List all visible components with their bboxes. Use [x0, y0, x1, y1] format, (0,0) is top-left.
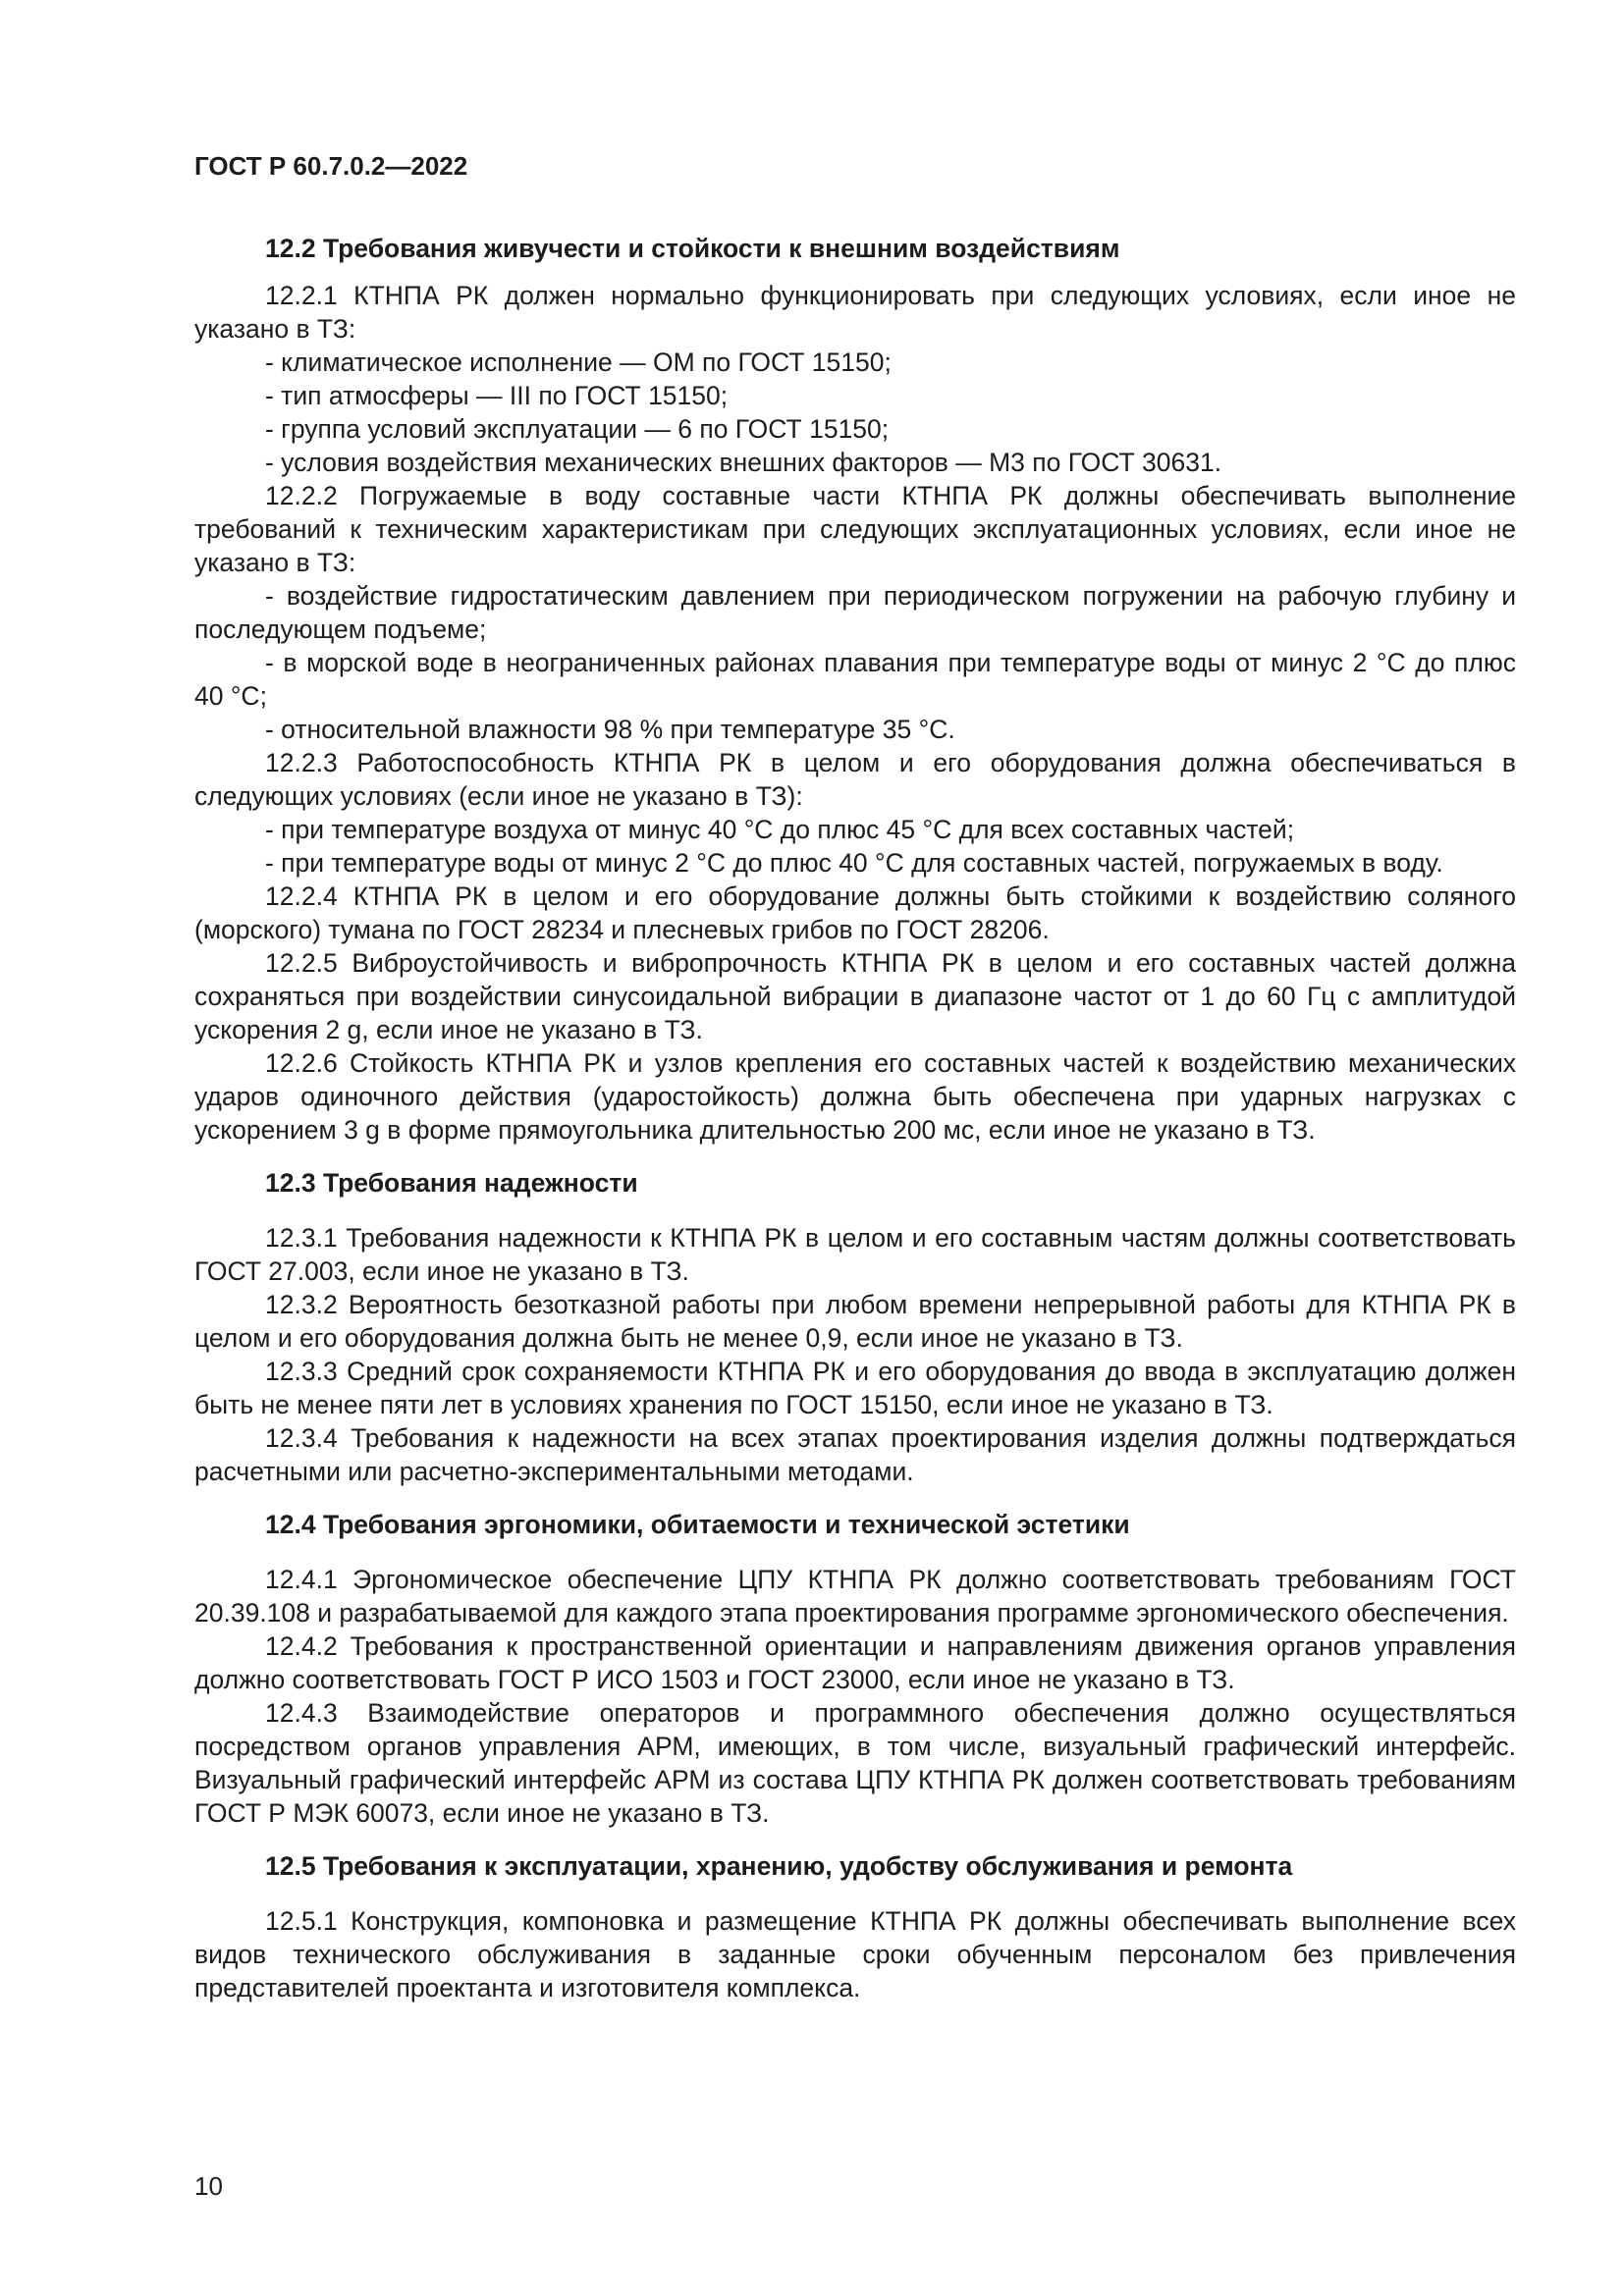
- paragraph: 12.2.4 КТНПА РК в целом и его оборудование должны быть стойкими к воздействию соляного (морского) тумана по ГОСТ 28234 и плесневых грибов по ГОСТ 28206.: [194, 881, 1516, 944]
- paragraph: 12.2.2 Погружаемые в воду составные части КТНПА РК должны обеспечивать выполнение требований к техническим характеристикам при следующих эксплуатационных условиях, если иное не указано в ТЗ:: [194, 481, 1516, 577]
- paragraph: 12.4.2 Требования к пространственной ориентации и направлениям движения органов управления должно соответствовать ГОСТ Р ИСО 1503 и ГОСТ 23000, если иное не указано в ТЗ.: [194, 1631, 1516, 1694]
- paragraph: 12.3.4 Требования к надежности на всех этапах проектирования изделия должны подтверждаться расчетными или расчетно-экспериментальными методами.: [194, 1423, 1516, 1486]
- document-header: ГОСТ Р 60.7.0.2—2022: [194, 151, 468, 181]
- list-item: - при температуре воды от минус 2 °С до плюс 40 °С для составных частей, погружаемых в воду.: [265, 848, 1443, 878]
- document-body: [194, 232, 1516, 2004]
- list-item: - при температуре воздуха от минус 40 °С до плюс 45 °С для всех составных частей;: [265, 815, 1295, 844]
- paragraph: 12.5.1 Конструкция, компоновка и размещение КТНПА РК должны обеспечивать выполнение всех видов технического обслуживания в заданные сроки обученным персоналом без привлечения представителей проектанта и изготовителя комплекса.: [194, 1906, 1516, 2002]
- section-heading: 12.5 Требования к эксплуатации, хранению, удобству обслуживания и ремонта: [265, 1851, 1293, 1881]
- list-item: - группа условий эксплуатации — 6 по ГОСТ 15150;: [265, 414, 890, 444]
- paragraph: 12.2.6 Стойкость КТНПА РК и узлов крепления его составных частей к воздействию механических ударов одиночного действия (ударостойкость) должна быть обеспечена при ударных нагрузках с ускорением 3 g в форме прямоугольника длительностью 200 мс, если иное не указано в ТЗ.: [194, 1048, 1516, 1145]
- page-number: 10: [194, 2171, 223, 2201]
- list-item: - относительной влажности 98 % при температуре 35 °С.: [265, 715, 955, 744]
- paragraph: 12.4.3 Взаимодействие операторов и программного обеспечения должно осуществляться посредством органов управления АРМ, имеющих, в том числе, визуальный графический интерфейс. Визуальный графический интерфейс АРМ из состава ЦПУ КТНПА РК должен соответствовать требованиям ГОСТ Р МЭК 60073, если иное не указано в ТЗ.: [194, 1698, 1516, 1828]
- paragraph: 12.2.3 Работоспособность КТНПА РК в целом и его оборудования должна обеспечиваться в следующих условиях (если иное не указано в ТЗ):: [194, 748, 1516, 811]
- paragraph: 12.3.2 Вероятность безотказной работы при любом времени непрерывной работы для КТНПА РК в целом и его оборудования должна быть не менее 0,9, если иное не указано в ТЗ.: [194, 1290, 1516, 1353]
- paragraph: 12.3.3 Средний срок сохраняемости КТНПА РК и его оборудования до ввода в эксплуатацию должен быть не менее пяти лет в условиях хранения по ГОСТ 15150, если иное не указано в ТЗ.: [194, 1357, 1516, 1419]
- list-item: - условия воздействия механических внешних факторов — М3 по ГОСТ 30631.: [265, 448, 1222, 477]
- paragraph: - в морской воде в неограниченных районах плавания при температуре воды от минус 2 °С до плюс 40 °С;: [194, 648, 1516, 711]
- paragraph: - воздействие гидростатическим давлением при периодическом погружении на рабочую глубину и последующем подъеме;: [194, 581, 1516, 644]
- paragraph: 12.4.1 Эргономическое обеспечение ЦПУ КТНПА РК должно соответствовать требованиям ГОСТ 20.39.108 и разрабатываемой для каждого этапа проектирования программе эргономического обеспечения.: [194, 1565, 1516, 1628]
- paragraph: 12.2.5 Виброустойчивость и вибропрочность КТНПА РК в целом и его составных частей должна сохраняться при воздействии синусоидальной вибрации в диапазоне частот от 1 до 60 Гц с амплитудой ускорения 2 g, если иное не указано в ТЗ.: [194, 948, 1516, 1044]
- section-heading: 12.3 Требования надежности: [265, 1168, 638, 1198]
- paragraph: 12.3.1 Требования надежности к КТНПА РК в целом и его составным частям должны соответствовать ГОСТ 27.003, если иное не указано в ТЗ.: [194, 1223, 1516, 1286]
- list-item: - климатическое исполнение — ОМ по ГОСТ 15150;: [265, 347, 892, 377]
- section-heading: 12.4 Требования эргономики, обитаемости и технической эстетики: [265, 1510, 1130, 1539]
- list-item: - тип атмосферы — III по ГОСТ 15150;: [265, 381, 729, 410]
- paragraph: 12.2.1 КТНПА РК должен нормально функционировать при следующих условиях, если иное не указано в ТЗ:: [194, 281, 1516, 344]
- section-heading: 12.2 Требования живучести и стойкости к внешним воздействиям: [265, 234, 1120, 263]
